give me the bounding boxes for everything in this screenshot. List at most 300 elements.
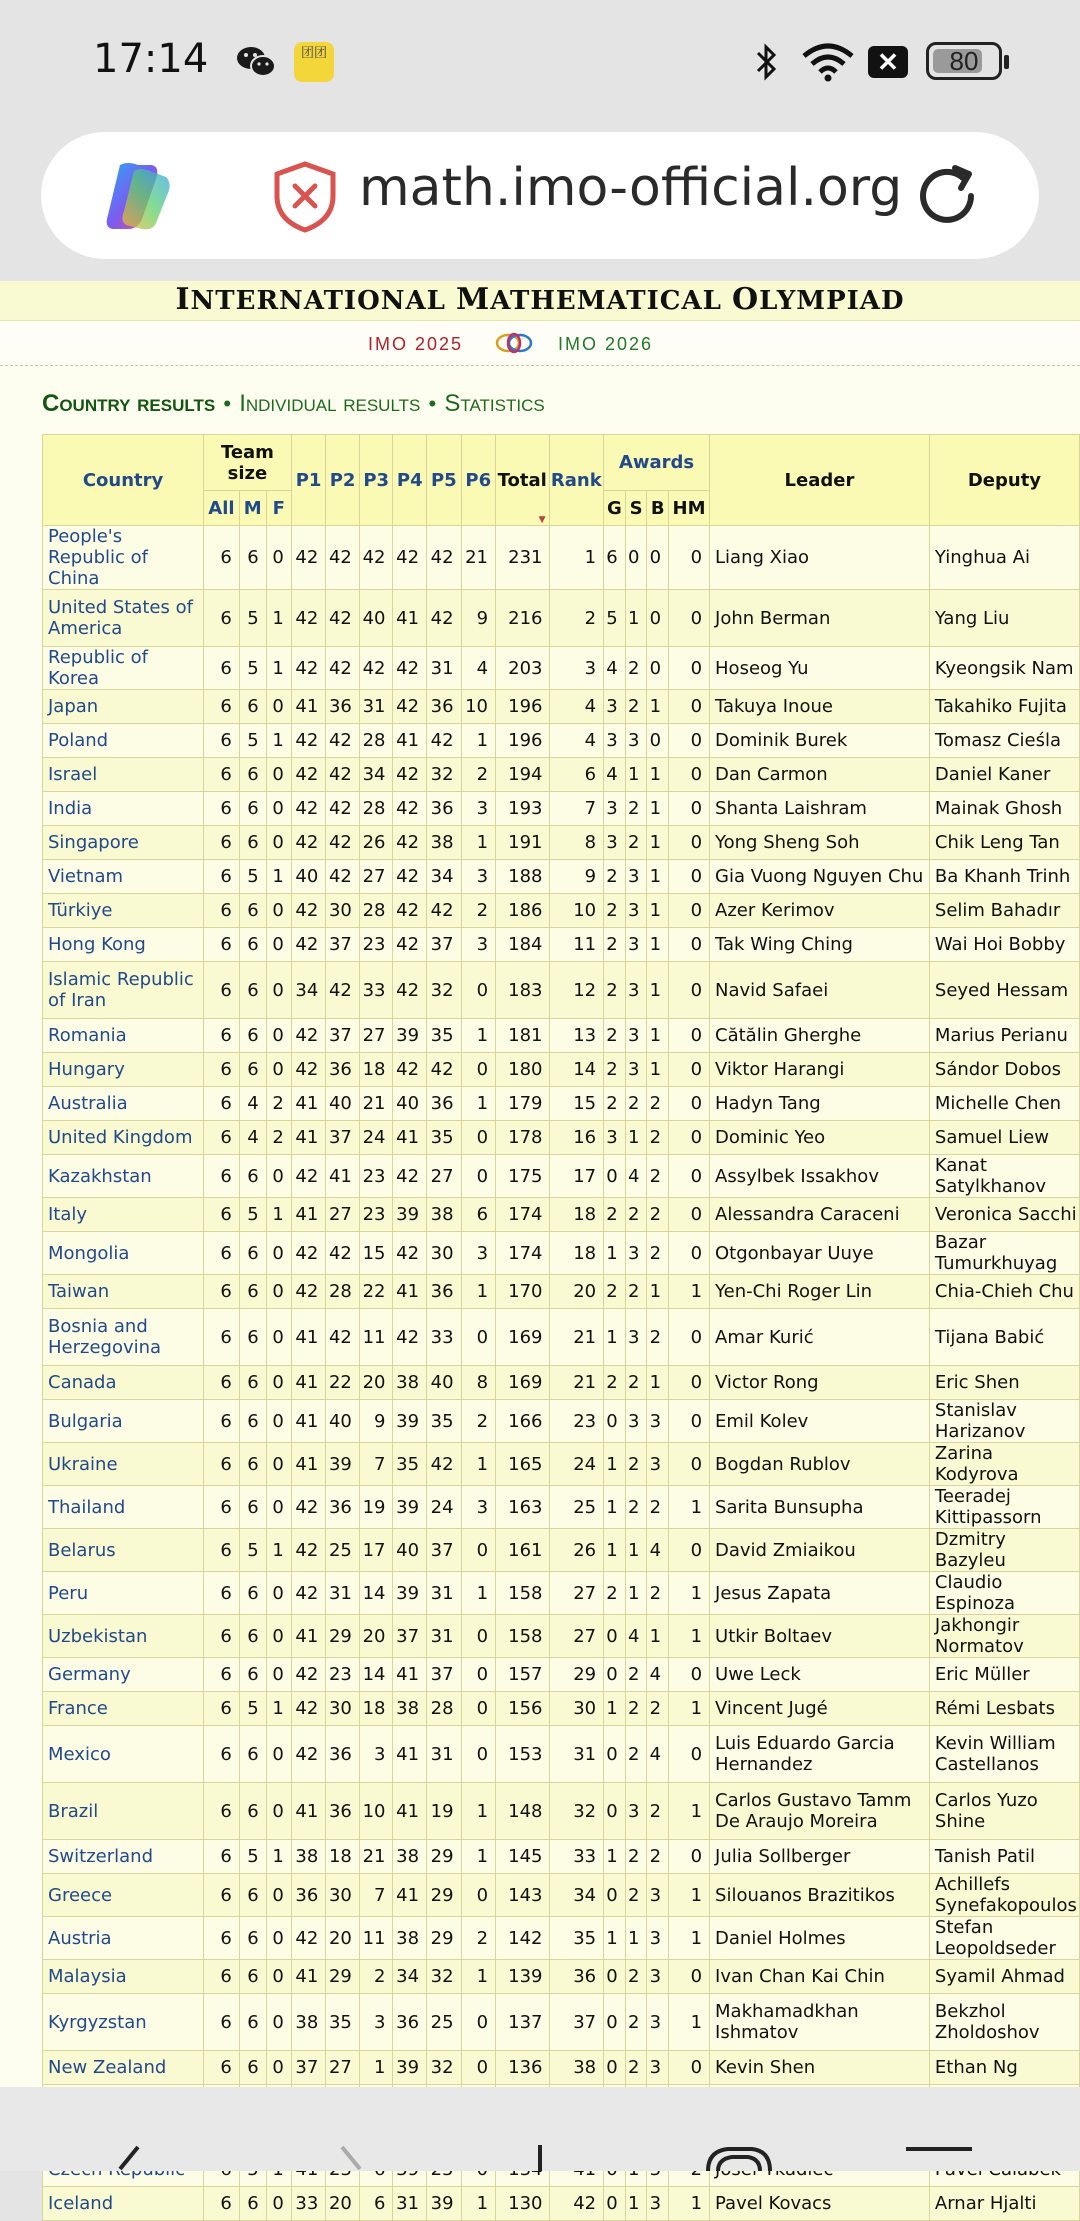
cell-p2: 42 — [326, 647, 360, 690]
cell-leader: Navid Safaei — [710, 962, 930, 1019]
table-row — [43, 1121, 1080, 1155]
cell-b: 3 — [647, 2051, 669, 2085]
cell-p6: 2 — [461, 758, 495, 792]
cell-p6: 0 — [461, 962, 495, 1019]
cell-g: 1 — [604, 1529, 626, 1572]
wifi-icon — [800, 42, 856, 82]
cell-deputy: Kanat Satylkhanov — [929, 1155, 1079, 1198]
cell-total: 145 — [496, 1840, 550, 1874]
cell-p3: 20 — [359, 1366, 393, 1400]
cell-rank: 20 — [549, 1275, 604, 1309]
cell-p5: 29 — [427, 1840, 461, 1874]
cell-p5: 29 — [427, 1917, 461, 1960]
cell-b: 3 — [647, 1443, 669, 1486]
cell-p6: 1 — [461, 1275, 495, 1309]
col-p5[interactable]: P5 — [427, 435, 461, 526]
cell-deputy: Takahiko Fujita — [929, 690, 1079, 724]
col-country[interactable]: Country — [43, 435, 204, 526]
cell-total: 163 — [496, 1486, 550, 1529]
country-link[interactable]: Austria — [43, 1917, 204, 1960]
country-link[interactable]: Romania — [43, 1019, 204, 1053]
table-row — [43, 2051, 1080, 2085]
cell-s: 2 — [625, 826, 647, 860]
cell-hm: 0 — [669, 1198, 710, 1232]
cell-p4: 39 — [393, 1198, 427, 1232]
cell-leader: Daniel Holmes — [710, 1917, 930, 1960]
country-link[interactable]: Taiwan — [43, 1275, 204, 1309]
cell-hm: 1 — [669, 1275, 710, 1309]
tabs-icon[interactable] — [704, 2145, 774, 2171]
cell-g: 1 — [604, 1917, 626, 1960]
country-link[interactable]: Kazakhstan — [43, 1155, 204, 1198]
cell-p2: 42 — [326, 590, 360, 647]
cell-p3: 7 — [359, 1874, 393, 1917]
col-awards[interactable]: Awards — [604, 435, 710, 491]
cell-g: 1 — [604, 1692, 626, 1726]
col-p4[interactable]: P4 — [393, 435, 427, 526]
country-link[interactable]: Australia — [43, 1087, 204, 1121]
cell-s: 1 — [625, 1121, 647, 1155]
country-link[interactable]: Germany — [43, 1658, 204, 1692]
cell-m: 6 — [239, 1309, 266, 1366]
table-row — [43, 826, 1080, 860]
reload-icon[interactable] — [911, 160, 983, 232]
col-total[interactable]: Total ▼ — [496, 435, 550, 526]
cell-rank: 7 — [549, 792, 604, 826]
cell-f: 0 — [266, 526, 291, 590]
country-link[interactable]: Mexico — [43, 1726, 204, 1783]
country-link[interactable]: Canada — [43, 1366, 204, 1400]
cell-p3: 7 — [359, 1443, 393, 1486]
cell-m: 6 — [239, 1658, 266, 1692]
cell-p5: 37 — [427, 1529, 461, 1572]
cell-p6: 1 — [461, 1443, 495, 1486]
cell-deputy: Teeradej Kittipassorn — [929, 1486, 1079, 1529]
cell-p5: 27 — [427, 1155, 461, 1198]
sim-off-icon: ✕ — [868, 46, 908, 78]
cell-m: 5 — [239, 1692, 266, 1726]
col-m[interactable]: M — [239, 491, 266, 526]
country-link[interactable]: Switzerland — [43, 1840, 204, 1874]
cell-total: 178 — [496, 1121, 550, 1155]
col-p6[interactable]: P6 — [461, 435, 495, 526]
address-bar[interactable] — [41, 132, 1039, 259]
imo-2025-link[interactable]: IMO 2025 — [368, 334, 464, 354]
cell-rank: 21 — [549, 1366, 604, 1400]
cell-g: 6 — [604, 526, 626, 590]
cell-s: 2 — [625, 1960, 647, 1994]
cell-p3: 34 — [359, 758, 393, 792]
cell-f: 0 — [266, 2051, 291, 2085]
url-text[interactable]: math.imo-official.org — [359, 158, 903, 218]
cell-p6: 1 — [461, 1087, 495, 1121]
cell-p1: 36 — [291, 1874, 325, 1917]
cell-g: 0 — [604, 1783, 626, 1840]
cell-p3: 23 — [359, 928, 393, 962]
col-rank[interactable]: Rank — [549, 435, 604, 526]
cell-all: 6 — [204, 826, 240, 860]
cell-f: 0 — [266, 1783, 291, 1840]
cell-all: 6 — [204, 1783, 240, 1840]
cell-p6: 3 — [461, 1232, 495, 1275]
cell-b: 3 — [647, 1994, 669, 2051]
cell-g: 4 — [604, 758, 626, 792]
country-link[interactable]: New Zealand — [43, 2051, 204, 2085]
table-row — [43, 1994, 1080, 2051]
country-link[interactable]: Ukraine — [43, 1443, 204, 1486]
cell-g: 3 — [604, 1121, 626, 1155]
cell-p5: 35 — [427, 1019, 461, 1053]
cell-g: 2 — [604, 1053, 626, 1087]
cell-g: 1 — [604, 1486, 626, 1529]
col-p2[interactable]: P2 — [326, 435, 360, 526]
cell-m: 5 — [239, 1529, 266, 1572]
col-p1[interactable]: P1 — [291, 435, 325, 526]
cell-p2: 23 — [326, 1658, 360, 1692]
cell-all: 6 — [204, 1053, 240, 1087]
tab-statistics[interactable]: Statistics — [444, 390, 545, 417]
tab-individual-results[interactable]: Individual results — [239, 390, 421, 417]
table-row — [43, 1726, 1080, 1783]
cell-all: 6 — [204, 1960, 240, 1994]
cell-b: 2 — [647, 1198, 669, 1232]
country-link[interactable]: Peru — [43, 1572, 204, 1615]
country-link[interactable]: Uzbekistan — [43, 1615, 204, 1658]
country-link[interactable]: Republic of Korea — [43, 647, 204, 690]
cell-b: 1 — [647, 1019, 669, 1053]
country-link[interactable]: Mongolia — [43, 1232, 204, 1275]
cell-m: 4 — [239, 1121, 266, 1155]
cell-rank: 25 — [549, 1486, 604, 1529]
cell-leader: Sarita Bunsupha — [710, 1486, 930, 1529]
cell-s: 3 — [625, 894, 647, 928]
cell-rank: 35 — [549, 1917, 604, 1960]
cell-p6: 10 — [461, 690, 495, 724]
status-bar — [0, 0, 1080, 125]
country-link[interactable]: Belarus — [43, 1529, 204, 1572]
cell-p2: 42 — [326, 792, 360, 826]
cell-total: 139 — [496, 1960, 550, 1994]
cell-p6: 3 — [461, 860, 495, 894]
cell-leader: Viktor Harangi — [710, 1053, 930, 1087]
cell-p4: 38 — [393, 1366, 427, 1400]
cell-all: 6 — [204, 1726, 240, 1783]
cell-p6: 1 — [461, 1783, 495, 1840]
cell-g: 2 — [604, 928, 626, 962]
col-all[interactable]: All — [204, 491, 240, 526]
cell-rank: 26 — [549, 1529, 604, 1572]
cell-b: 2 — [647, 1692, 669, 1726]
country-link[interactable]: Bosnia and Herzegovina — [43, 1309, 204, 1366]
cell-total: 161 — [496, 1529, 550, 1572]
country-link[interactable]: United Kingdom — [43, 1121, 204, 1155]
cell-hm: 1 — [669, 1994, 710, 2051]
cell-g: 1 — [604, 1443, 626, 1486]
cell-p5: 39 — [427, 2187, 461, 2221]
cell-m: 6 — [239, 1994, 266, 2051]
cell-rank: 18 — [549, 1232, 604, 1275]
cell-p6: 9 — [461, 590, 495, 647]
cell-leader: Liang Xiao — [710, 526, 930, 590]
tab-country-results[interactable]: Country results — [42, 390, 216, 417]
cell-m: 6 — [239, 526, 266, 590]
cell-p2: 20 — [326, 1917, 360, 1960]
country-link[interactable]: People's Republic of China — [43, 526, 204, 590]
cell-p4: 42 — [393, 894, 427, 928]
cell-m: 6 — [239, 690, 266, 724]
cell-deputy: Samuel Liew — [929, 1121, 1079, 1155]
table-row — [43, 1155, 1080, 1198]
cell-p4: 42 — [393, 962, 427, 1019]
cell-rank: 11 — [549, 928, 604, 962]
cell-s: 2 — [625, 690, 647, 724]
cell-f: 1 — [266, 1692, 291, 1726]
cell-p4: 39 — [393, 1572, 427, 1615]
cell-p1: 42 — [291, 1658, 325, 1692]
cell-rank: 24 — [549, 1443, 604, 1486]
cell-m: 6 — [239, 1443, 266, 1486]
year-nav — [0, 321, 1080, 366]
cell-all: 6 — [204, 1615, 240, 1658]
cell-p1: 42 — [291, 1155, 325, 1198]
cell-p4: 42 — [393, 526, 427, 590]
cell-m: 6 — [239, 1783, 266, 1840]
cell-p3: 26 — [359, 826, 393, 860]
col-leader: Leader — [710, 435, 930, 526]
cell-p2: 37 — [326, 928, 360, 962]
cell-s: 2 — [625, 1874, 647, 1917]
cell-deputy: Arnar Hjalti — [929, 2187, 1079, 2221]
cell-rank: 30 — [549, 1692, 604, 1726]
country-link[interactable]: India — [43, 792, 204, 826]
cell-p5: 38 — [427, 1198, 461, 1232]
cell-p5: 31 — [427, 1572, 461, 1615]
imo-logo-icon[interactable] — [494, 331, 534, 355]
cell-p1: 42 — [291, 1529, 325, 1572]
cell-s: 3 — [625, 1783, 647, 1840]
cell-rank: 1 — [549, 526, 604, 590]
cell-s: 2 — [625, 1366, 647, 1400]
cell-hm: 0 — [669, 1053, 710, 1087]
country-link[interactable]: Iceland — [43, 2187, 204, 2221]
cell-p3: 11 — [359, 1309, 393, 1366]
cell-p2: 42 — [326, 1309, 360, 1366]
cell-p2: 42 — [326, 758, 360, 792]
cell-p6: 0 — [461, 1529, 495, 1572]
country-link[interactable]: Italy — [43, 1198, 204, 1232]
cell-b: 2 — [647, 1232, 669, 1275]
col-team-size: Team size — [204, 435, 292, 491]
cell-g: 3 — [604, 826, 626, 860]
cell-p4: 41 — [393, 1275, 427, 1309]
battery-icon — [926, 42, 1002, 80]
cell-p2: 36 — [326, 1053, 360, 1087]
cell-p3: 28 — [359, 894, 393, 928]
country-link[interactable]: Hungary — [43, 1053, 204, 1087]
cell-m: 6 — [239, 1572, 266, 1615]
country-link[interactable]: Thailand — [43, 1486, 204, 1529]
cell-g: 2 — [604, 1019, 626, 1053]
cell-p1: 41 — [291, 1309, 325, 1366]
country-link[interactable]: Türkiye — [43, 894, 204, 928]
menu-icon[interactable] — [904, 2145, 974, 2171]
cell-rank: 16 — [549, 1121, 604, 1155]
cell-p2: 30 — [326, 1692, 360, 1726]
cell-p1: 41 — [291, 1366, 325, 1400]
cell-p3: 14 — [359, 1658, 393, 1692]
cell-p4: 37 — [393, 1615, 427, 1658]
cell-p5: 40 — [427, 1366, 461, 1400]
cell-p6: 0 — [461, 1726, 495, 1783]
cell-p5: 42 — [427, 894, 461, 928]
cell-g: 2 — [604, 1198, 626, 1232]
cell-rank: 42 — [549, 2187, 604, 2221]
forward-icon[interactable] — [334, 2145, 374, 2171]
cell-deputy: Stanislav Harizanov — [929, 1400, 1079, 1443]
cell-total: 203 — [496, 647, 550, 690]
cell-leader: Pavel Kovacs — [710, 2187, 930, 2221]
cell-m: 6 — [239, 1019, 266, 1053]
cell-leader: Gia Vuong Nguyen Chu — [710, 860, 930, 894]
cell-total: 136 — [496, 2051, 550, 2085]
table-row — [43, 526, 1080, 590]
cell-p5: 31 — [427, 1726, 461, 1783]
cell-s: 2 — [625, 1840, 647, 1874]
cell-total: 158 — [496, 1615, 550, 1658]
cell-b: 2 — [647, 1840, 669, 1874]
cell-m: 6 — [239, 1155, 266, 1198]
cell-hm: 1 — [669, 2187, 710, 2221]
cell-deputy: Jakhongir Normatov — [929, 1615, 1079, 1658]
country-link[interactable]: Israel — [43, 758, 204, 792]
cell-all: 6 — [204, 1486, 240, 1529]
cell-g: 0 — [604, 1726, 626, 1783]
cell-p1: 42 — [291, 792, 325, 826]
cell-p2: 20 — [326, 2187, 360, 2221]
cell-leader: Uwe Leck — [710, 1658, 930, 1692]
copilot-icon[interactable] — [98, 157, 176, 235]
table-row — [43, 1960, 1080, 1994]
cell-all: 6 — [204, 1840, 240, 1874]
cell-f: 0 — [266, 1572, 291, 1615]
cell-rank: 12 — [549, 962, 604, 1019]
country-link[interactable]: Bulgaria — [43, 1400, 204, 1443]
country-link[interactable]: Malaysia — [43, 1960, 204, 1994]
table-row — [43, 1400, 1080, 1443]
country-link[interactable]: Vietnam — [43, 860, 204, 894]
cell-f: 0 — [266, 1275, 291, 1309]
cell-all: 6 — [204, 1155, 240, 1198]
country-link[interactable]: France — [43, 1692, 204, 1726]
cell-leader: Assylbek Issakhov — [710, 1155, 930, 1198]
cell-hm: 0 — [669, 1121, 710, 1155]
results-body — [43, 526, 1080, 2221]
cell-p4: 38 — [393, 1917, 427, 1960]
cell-p1: 42 — [291, 1275, 325, 1309]
cell-hm: 0 — [669, 647, 710, 690]
cell-total: 216 — [496, 590, 550, 647]
cell-f: 0 — [266, 1874, 291, 1917]
table-row — [43, 1053, 1080, 1087]
col-bronze: B — [647, 491, 669, 526]
cell-all: 6 — [204, 1572, 240, 1615]
cell-deputy: Wai Hoi Bobby — [929, 928, 1079, 962]
cell-g: 0 — [604, 1400, 626, 1443]
cell-b: 2 — [647, 1309, 669, 1366]
cell-p6: 0 — [461, 1874, 495, 1917]
home-icon[interactable] — [534, 2145, 546, 2171]
cell-b: 3 — [647, 2187, 669, 2221]
country-link[interactable]: Islamic Republic of Iran — [43, 962, 204, 1019]
cell-rank: 9 — [549, 860, 604, 894]
cell-hm: 0 — [669, 1658, 710, 1692]
cell-hm: 0 — [669, 1087, 710, 1121]
cell-p5: 32 — [427, 2051, 461, 2085]
cell-f: 0 — [266, 1960, 291, 1994]
country-link[interactable]: Japan — [43, 690, 204, 724]
not-secure-shield-icon[interactable] — [271, 160, 339, 234]
cell-p4: 42 — [393, 826, 427, 860]
cell-p1: 38 — [291, 1994, 325, 2051]
cell-p6: 0 — [461, 2051, 495, 2085]
cell-s: 2 — [625, 1087, 647, 1121]
country-link[interactable]: Singapore — [43, 826, 204, 860]
cell-rank: 36 — [549, 1960, 604, 1994]
cell-b: 2 — [647, 1087, 669, 1121]
country-link[interactable]: United States of America — [43, 590, 204, 647]
cell-p5: 32 — [427, 1960, 461, 1994]
cell-s: 2 — [625, 1658, 647, 1692]
cell-p4: 39 — [393, 1400, 427, 1443]
cell-f: 0 — [266, 1366, 291, 1400]
cell-p5: 24 — [427, 1486, 461, 1529]
col-f[interactable]: F — [266, 491, 291, 526]
cell-p3: 22 — [359, 1275, 393, 1309]
col-hm: HM — [669, 491, 710, 526]
site-title[interactable]: INTERNATIONAL MATHEMATICAL OLYMPIAD — [0, 281, 1080, 321]
cell-hm: 0 — [669, 1155, 710, 1198]
cell-p2: 36 — [326, 690, 360, 724]
cell-total: 183 — [496, 962, 550, 1019]
cell-all: 6 — [204, 590, 240, 647]
cell-p6: 8 — [461, 1366, 495, 1400]
cell-hm: 0 — [669, 1529, 710, 1572]
cell-p5: 42 — [427, 590, 461, 647]
cell-hm: 0 — [669, 894, 710, 928]
table-row — [43, 1615, 1080, 1658]
country-link[interactable]: Poland — [43, 724, 204, 758]
cell-deputy: Yinghua Ai — [929, 526, 1079, 590]
col-p3[interactable]: P3 — [359, 435, 393, 526]
country-link[interactable]: Kyrgyzstan — [43, 1994, 204, 2051]
cell-total: 180 — [496, 1053, 550, 1087]
cell-p3: 1 — [359, 2051, 393, 2085]
cell-p4: 39 — [393, 1019, 427, 1053]
country-link[interactable]: Greece — [43, 1874, 204, 1917]
cell-f: 1 — [266, 1198, 291, 1232]
cell-p1: 42 — [291, 758, 325, 792]
cell-p6: 4 — [461, 647, 495, 690]
imo-2026-link[interactable]: IMO 2026 — [558, 334, 654, 354]
cell-s: 2 — [625, 1726, 647, 1783]
cell-p4: 41 — [393, 1658, 427, 1692]
cell-rank: 15 — [549, 1087, 604, 1121]
table-row — [43, 962, 1080, 1019]
country-link[interactable]: Hong Kong — [43, 928, 204, 962]
back-icon[interactable] — [106, 2145, 146, 2171]
country-link[interactable]: Brazil — [43, 1783, 204, 1840]
cell-p1: 41 — [291, 690, 325, 724]
